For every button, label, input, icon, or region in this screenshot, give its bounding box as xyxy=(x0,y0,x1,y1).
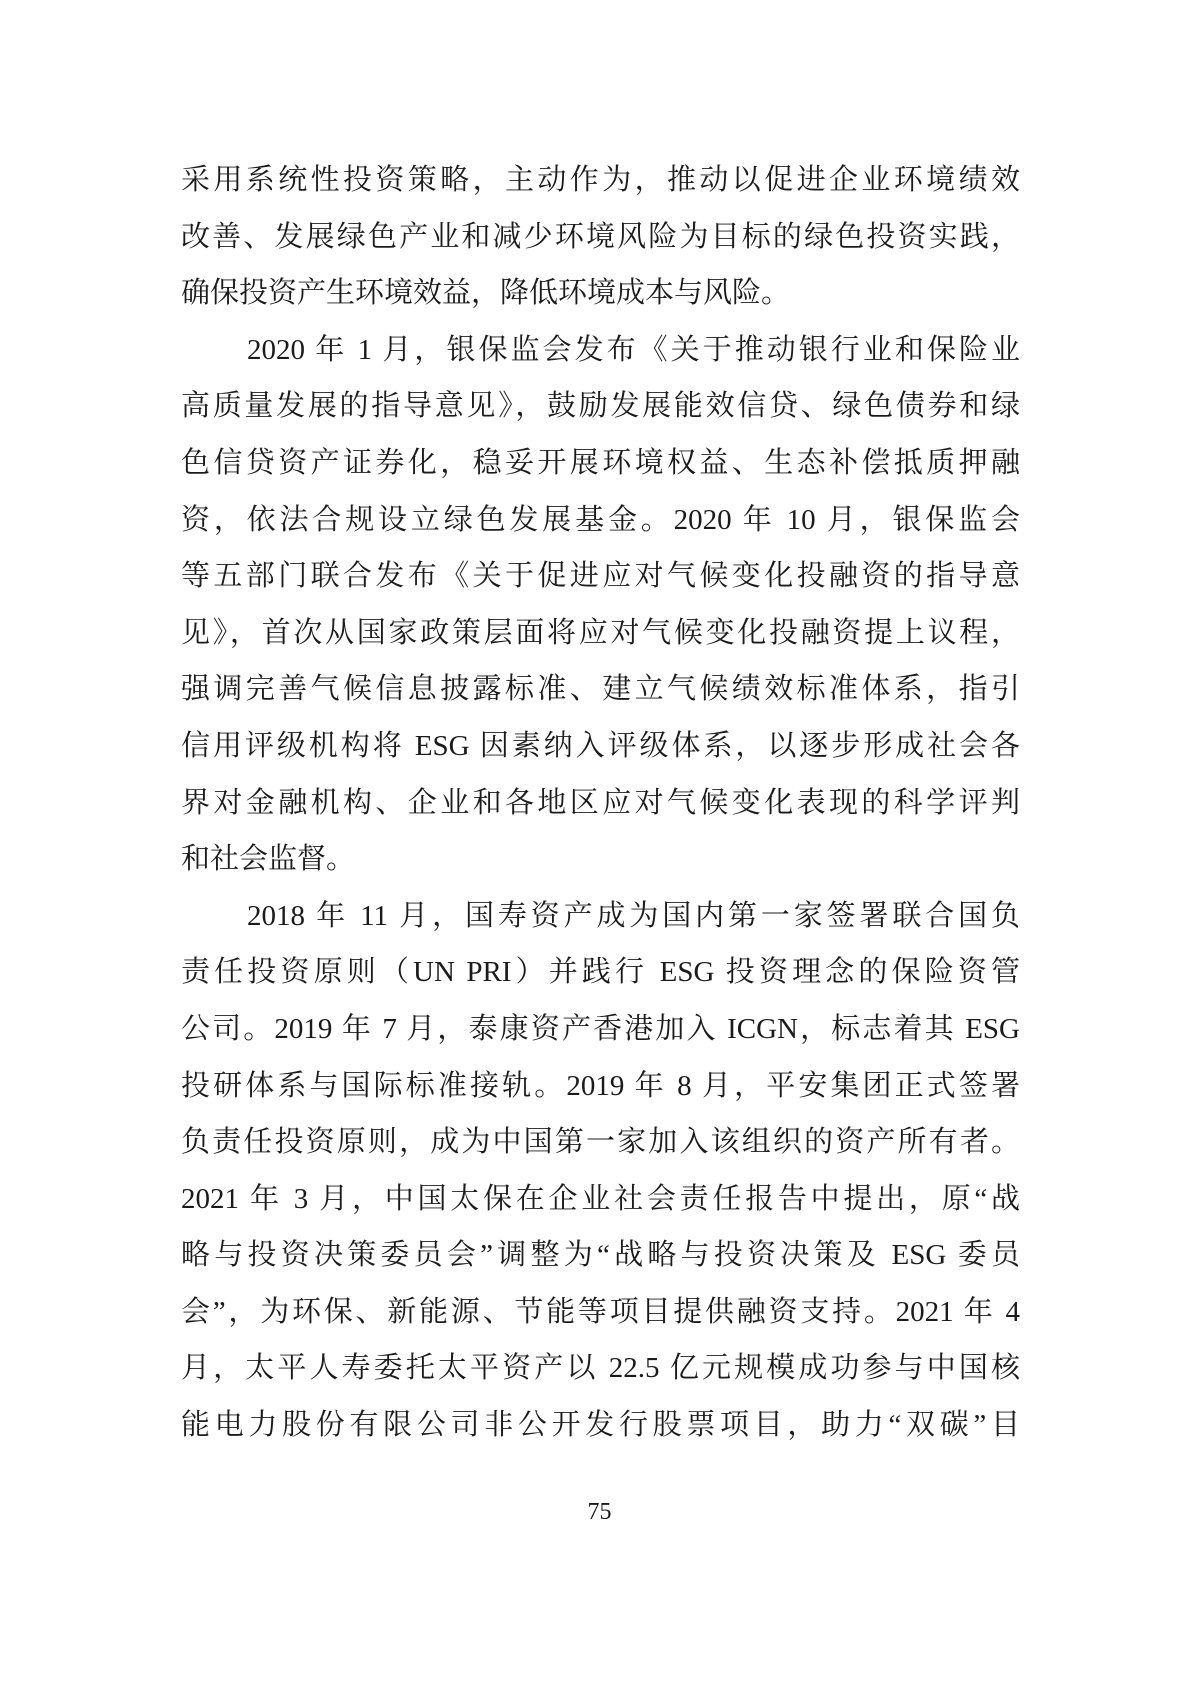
text-line: 采用系统性投资策略，主动作为，推动以促进企业环境绩效 xyxy=(181,164,1020,196)
text-line: 强调完善气候信息披露标准、建立气候绩效标准体系，指引 xyxy=(181,673,1020,706)
text-line: 投研体系与国际标准接轨。2019 年 8 月，平安集团正式签署 xyxy=(181,1069,1020,1102)
text-line: 见》，首次从国家政策层面将应对气候变化投融资提上议程， xyxy=(181,616,1020,649)
text-line: 略与投资决策委员会”调整为“战略与投资决策及 ESG 委员 xyxy=(181,1239,1020,1272)
text-line: 高质量发展的指导意见》，鼓励发展能效信贷、绿色债券和绿 xyxy=(181,390,1020,423)
paragraph xyxy=(181,322,1020,888)
text-line: 确保投资产生环境效益，降低环境成本与风险。 xyxy=(181,277,791,310)
text-line: 月，太平人寿委托太平资产以 22.5 亿元规模成功参与中国核 xyxy=(181,1352,1020,1385)
text-line: 等五部门联合发布《关于促进应对气候变化投融资的指导意 xyxy=(181,560,1020,593)
text-line: 负责任投资原则，成为中国第一家加入该组织的资产所有者。 xyxy=(181,1126,1020,1159)
text-line: 公司。2019 年 7 月，泰康资产香港加入 ICGN，标志着其 ESG xyxy=(181,1012,1020,1045)
text-line: 资，依法合规设立绿色发展基金。2020 年 10 月，银保监会 xyxy=(181,503,1020,536)
text-line: 改善、发展绿色产业和减少环境风险为目标的绿色投资实践， xyxy=(181,220,1020,253)
page-number: 75 xyxy=(587,1499,612,1525)
text-line: 和社会监督。 xyxy=(181,843,356,876)
text-line: 界对金融机构、企业和各地区应对气候变化表现的科学评判 xyxy=(181,786,1020,819)
text-line: 2020 年 1 月，银保监会发布《关于推动银行业和保险业 xyxy=(247,333,1020,366)
paragraph xyxy=(181,152,1020,322)
paragraph xyxy=(181,888,1020,1454)
text-line: 2018 年 11 月，国寿资产成为国内第一家签署联合国负 xyxy=(247,899,1020,932)
text-line: 色信贷资产证券化，稳妥开展环境权益、生态补偿抵质押融 xyxy=(181,446,1020,479)
text-line: 能电力股份有限公司非公开发行股票项目，助力“双碳”目 xyxy=(181,1409,1020,1442)
text-line: 信用评级机构将 ESG 因素纳入评级体系，以逐步形成社会各 xyxy=(181,729,1020,762)
text-line: 2021 年 3 月，中国太保在企业社会责任报告中提出，原“战 xyxy=(181,1182,1020,1215)
text-block xyxy=(181,152,1020,1454)
text-line: 会”，为环保、新能源、节能等项目提供融资支持。2021 年 4 xyxy=(181,1295,1020,1328)
text-line: 责任投资原则（UN PRI）并践行 ESG 投资理念的保险资管 xyxy=(181,956,1020,989)
